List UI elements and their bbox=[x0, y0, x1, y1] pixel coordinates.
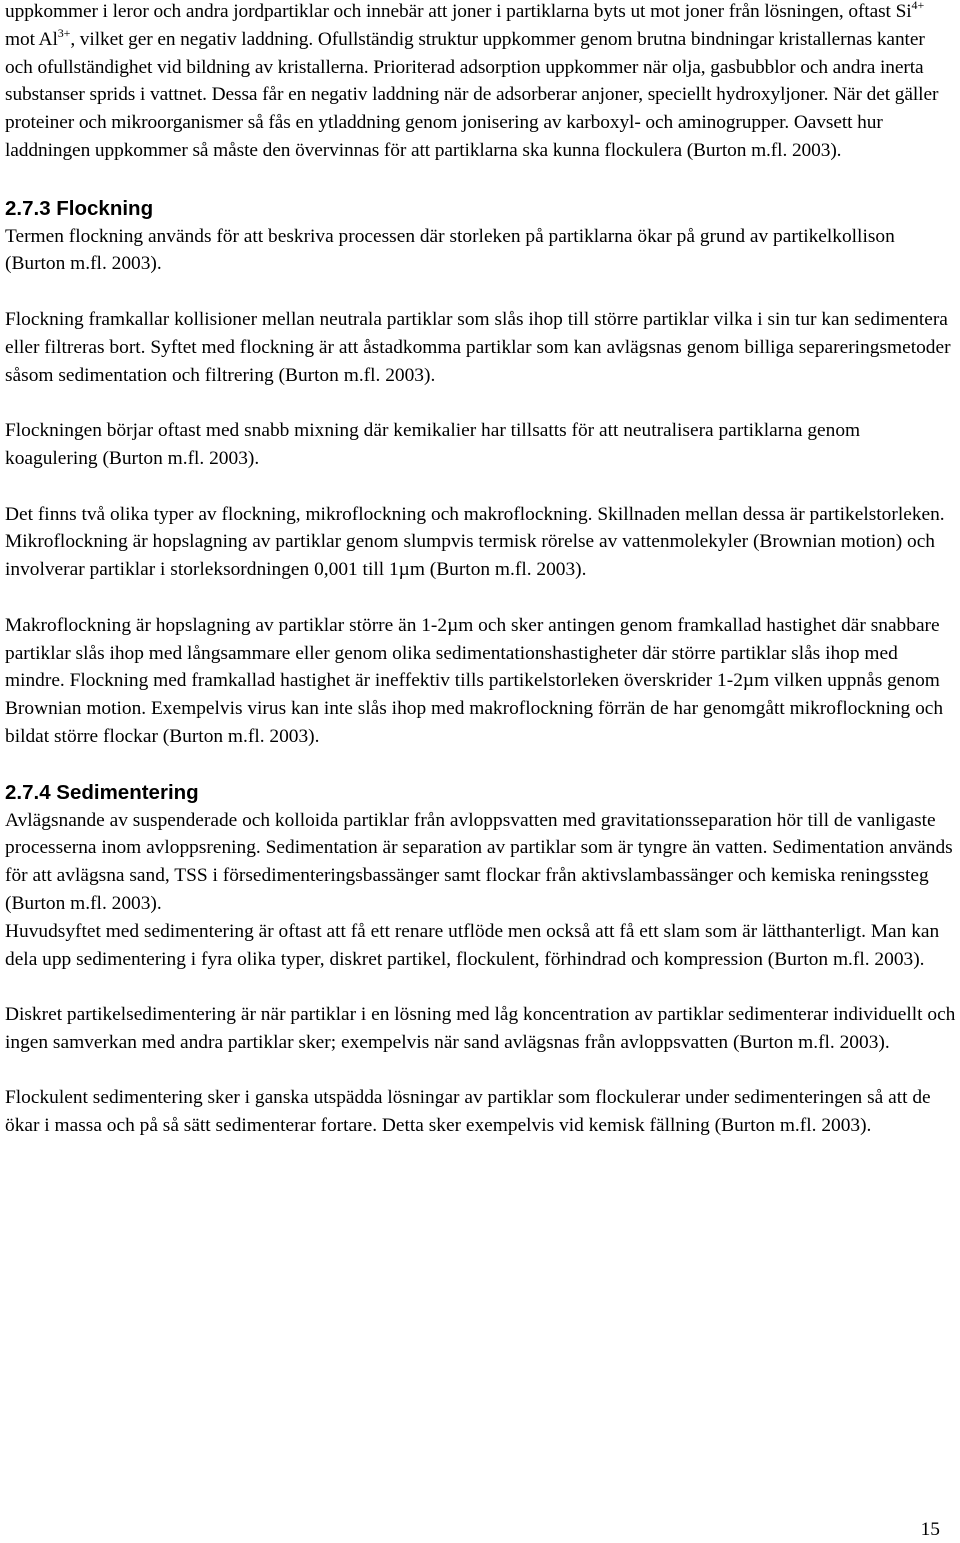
sedimentering-paragraph-1: Avlägsnande av suspenderade och kolloida partiklar från avloppsvatten med gravitationsseparation hör till de vanligaste processerna inom avloppsrening. Sedimentation är separation av partiklar som är tyngre än vatten. Sedimentation används för att avlägsna sand, TSS i försedimenteringsbassänger samt flockar från aktivslambassänger och kemiska reningssteg (Burton m.fl. 2003). bbox=[5, 809, 953, 914]
flockning-paragraph-4: Det finns två olika typer av flockning, mikroflockning och makroflockning. Skillnaden mellan dessa är partikelstorleken. Mikroflockning är hopslagning av partiklar genom slumpvis termisk rörelse av vattenmolekyler (Brownian motion) och involverar partiklar i storleksordningen 0,001 till 1µm (Burton m.fl. 2003). bbox=[5, 503, 945, 581]
page-number: 15 bbox=[920, 1519, 940, 1540]
paragraph-gap bbox=[5, 278, 957, 306]
flockning-paragraph-2: Flockning framkallar kollisioner mellan neutrala partiklar som slås ihop till större partiklar vilka i sin tur kan sedimentera eller filtreras bort. Syftet med flockning är att åstadkomma partiklar som kan avlägsnas genom billiga separeringsmetoder såsom sedimentation och filtrering (Burton m.fl. 2003). bbox=[5, 308, 951, 386]
paragraph-gap bbox=[5, 167, 957, 195]
flockning-paragraph-1: Termen flockning används för att beskriva processen där storleken på partiklarna ökar på grund av partikelkollison (Burton m.fl. 2003). bbox=[5, 225, 895, 275]
intro-text-part3: , vilket ger en negativ laddning. Ofullständig struktur uppkommer genom brutna bindningar kristallernas kanter och ofullständighet vid bildning av kristallerna. Prioriterad adsorption uppkommer när olja, gasbubblor och andra inerta substanser sprids i vattnet. Dessa får en negativ laddning när de adsorberar anjoner, speciellt hydroxyljoner. När det gäller proteiner och mikroorganismer så fås en ytladdning genom jonisering av karboxyl- och aminogrupper. Oavsett hur laddningen uppkommer så måste den övervinnas för att partiklarna ska kunna flockulera (Burton m.fl. 2003). bbox=[5, 28, 939, 161]
intro-text-part2: mot Al bbox=[5, 28, 58, 50]
sedimentering-paragraph-2: Huvudsyftet med sedimentering är oftast att få ett renare utflöde men också att få ett slam som är lätthanterligt. Man kan dela upp sedimentering i fyra olika typer, diskret partikel, flockulent, förhindrad och kompression (Burton m.fl. 2003). bbox=[5, 920, 940, 970]
intro-superscript-si: 4+ bbox=[911, 0, 925, 12]
intro-superscript-al: 3+ bbox=[57, 25, 71, 40]
sedimentering-paragraph-4: Flockulent sedimentering sker i ganska utspädda lösningar av partiklar som flockulerar under sedimenteringen så att de ökar i massa och på så sätt sedimenterar fortare. Detta sker exempelvis vid kemisk fällning (Burton m.fl. 2003). bbox=[5, 1087, 931, 1137]
intro-paragraph bbox=[5, 0, 957, 165]
paragraph-gap bbox=[5, 584, 957, 612]
paragraph-gap bbox=[5, 973, 957, 1001]
section-heading-sedimentering: 2.7.4 Sedimentering bbox=[5, 780, 199, 804]
intro-text-part1: uppkommer i leror och andra jordpartiklar och innebär att joner i partiklarna byts ut mot joner från lösningen, oftast Si bbox=[5, 1, 912, 22]
section-heading-flockning: 2.7.3 Flockning bbox=[5, 196, 154, 220]
paragraph-gap bbox=[5, 1057, 957, 1085]
document-page bbox=[5, 0, 957, 1140]
paragraph-gap bbox=[5, 389, 957, 417]
flockning-paragraph-5: Makroflockning är hopslagning av partiklar större än 1-2µm och sker antingen genom framkallad hastighet där snabbare partiklar slås ihop med långsammare eller genom olika sedimentationshastigheter där större partiklar slås ihop med mindre. Flockning med framkallad hastighet är ineffektiv tills partikelstorleken överskrider 1-2µm vilken uppnås genom Brownian motion. Exempelvis virus kan inte slås ihop med makroflockning förrän de har genomgått mikroflockning och bildat större flockar (Burton m.fl. 2003). bbox=[5, 614, 944, 747]
paragraph-gap bbox=[5, 473, 957, 501]
paragraph-gap bbox=[5, 751, 957, 779]
sedimentering-paragraph-3: Diskret partikelsedimentering är när partiklar i en lösning med låg koncentration av partiklar sedimenterar individuellt och ingen samverkan med andra partiklar sker; exempelvis när sand avlägsnas från avloppsvatten (Burton m.fl. 2003). bbox=[5, 1004, 956, 1053]
flockning-paragraph-3: Flockningen börjar oftast med snabb mixning där kemikalier har tillsatts för att neutralisera partiklarna genom koagulering (Burton m.fl. 2003). bbox=[5, 420, 861, 469]
